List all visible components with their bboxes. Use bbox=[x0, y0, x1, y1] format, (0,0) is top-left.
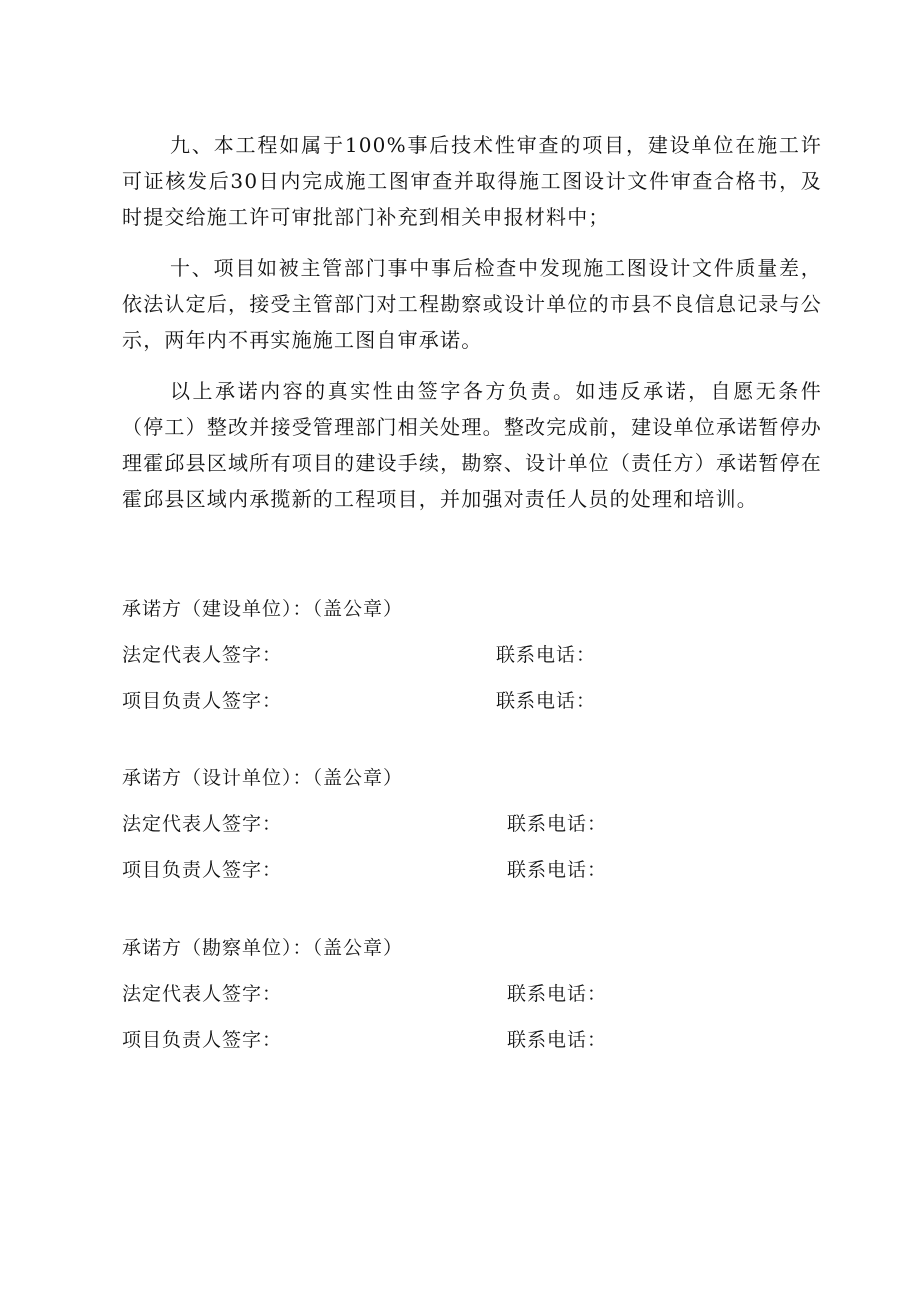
signature-block-construction bbox=[122, 586, 822, 724]
project-lead-phone-label: 联系电话： bbox=[496, 690, 597, 712]
legal-rep-phone-label: 联系电话： bbox=[507, 813, 608, 835]
signature-block-design bbox=[122, 755, 822, 893]
legal-rep-signature-label: 法定代表人签字： bbox=[122, 983, 283, 1005]
signature-party-row bbox=[122, 755, 822, 801]
project-lead-phone-label: 联系电话： bbox=[507, 859, 608, 881]
project-lead-row bbox=[122, 847, 822, 893]
project-lead-phone-label: 联系电话： bbox=[507, 1029, 608, 1051]
signature-block-survey bbox=[122, 925, 822, 1063]
legal-rep-signature-label: 法定代表人签字： bbox=[122, 813, 283, 835]
legal-rep-phone-label: 联系电话： bbox=[507, 983, 608, 1005]
clause-nine: 九、本工程如属于100%事后技术性审查的项目，建设单位在施工许可证核发后30日内完成施工图审查并取得施工图设计文件审查合格书，及时提交给施工许可审批部门补充到相关申报材料中； bbox=[122, 133, 822, 229]
legal-rep-row bbox=[122, 632, 822, 678]
signature-party-row bbox=[122, 586, 822, 632]
legal-rep-phone-label: 联系电话： bbox=[496, 644, 597, 666]
clause-ten: 十、项目如被主管部门事中事后检查中发现施工图设计文件质量差，依法认定后，接受主管部门对工程勘察或设计单位的市县不良信息记录与公示，两年内不再实施施工图自审承诺。 bbox=[122, 256, 822, 352]
project-lead-signature-label: 项目负责人签字： bbox=[122, 1029, 283, 1051]
project-lead-row bbox=[122, 678, 822, 724]
project-lead-signature-label: 项目负责人签字： bbox=[122, 690, 283, 712]
project-lead-row bbox=[122, 1017, 822, 1063]
project-lead-signature-label: 项目负责人签字： bbox=[122, 859, 283, 881]
signature-party-row bbox=[122, 925, 822, 971]
legal-rep-signature-label: 法定代表人签字： bbox=[122, 644, 283, 666]
signature-party-label: 承诺方（建设单位）：（盖公章） bbox=[122, 598, 404, 620]
signature-party-label: 承诺方（设计单位）：（盖公章） bbox=[122, 767, 404, 789]
closing-statement: 以上承诺内容的真实性由签字各方负责。如违反承诺，自愿无条件（停工）整改并接受管理部门相关处理。整改完成前，建设单位承诺暂停办理霍邱县区域所有项目的建设手续，勘察、设计单位（责任方）承诺暂停在霍邱县区域内承揽新的工程项目，并加强对责任人员的处理和培训。 bbox=[122, 379, 822, 511]
legal-rep-row bbox=[122, 971, 822, 1017]
legal-rep-row bbox=[122, 801, 822, 847]
signature-party-label: 承诺方（勘察单位）：（盖公章） bbox=[122, 937, 404, 959]
